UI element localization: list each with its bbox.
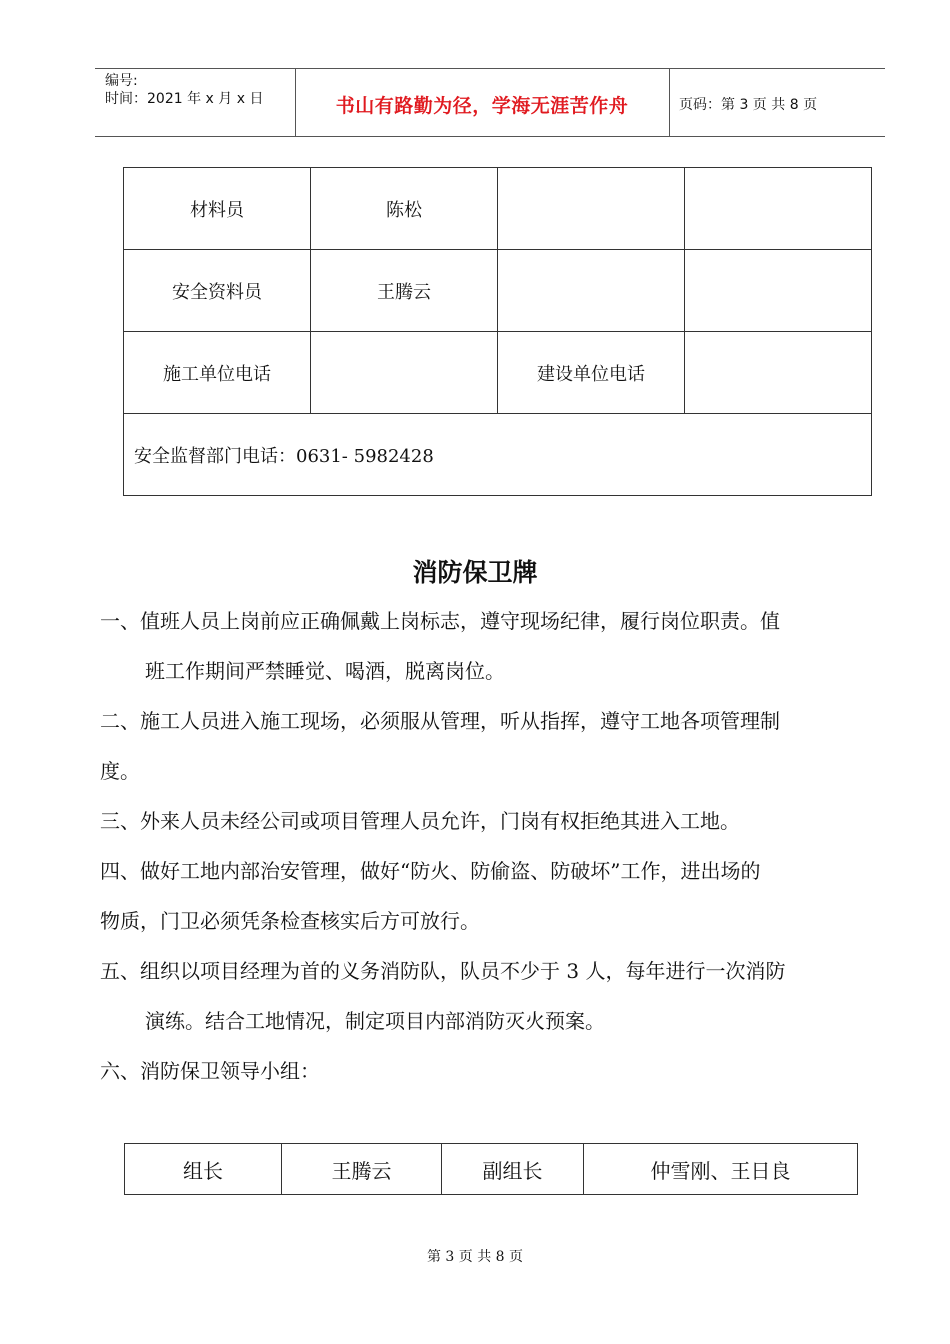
table-row (125, 1144, 858, 1195)
contact-table (123, 167, 872, 496)
rule-paragraph (100, 846, 885, 946)
table-cell (685, 168, 872, 250)
header-divider (669, 69, 670, 136)
table-cell: 王腾云 (311, 250, 498, 332)
paragraph-line: 班工作期间严禁睡觉、喝酒，脱离岗位。 (145, 659, 505, 683)
table-cell: 陈松 (311, 168, 498, 250)
table-cell (311, 332, 498, 414)
table-cell: 材料员 (124, 168, 311, 250)
table-row (124, 332, 872, 414)
rule-paragraph (100, 946, 885, 1046)
table-cell (498, 168, 685, 250)
table-cell (498, 250, 685, 332)
table-cell (685, 250, 872, 332)
date-label: 时间：2021 年 x 月 x 日 (105, 91, 264, 107)
leader-label: 组长 (125, 1144, 282, 1195)
table-row (124, 414, 872, 496)
page-header (95, 68, 885, 137)
rule-paragraph (100, 1046, 885, 1096)
paragraph-line: 六、消防保卫领导小组： (100, 1059, 320, 1083)
paragraph-line: 三、外来人员未经公司或项目管理人员允许，门岗有权拒绝其进入工地。 (100, 809, 740, 833)
paragraph-line: 演练。结合工地情况，制定项目内部消防灭火预案。 (145, 1009, 605, 1033)
paragraph-line: 物质，门卫必须凭条检查核实后方可放行。 (100, 909, 480, 933)
deputy-names: 仲雪刚、王日良 (584, 1144, 858, 1195)
table-cell: 安全资料员 (124, 250, 311, 332)
paragraph-line: 一、值班人员上岗前应正确佩戴上岗标志，遵守现场纪律，履行岗位职责。值 (100, 609, 780, 633)
page-footer: 第 3 页 共 8 页 (426, 1249, 524, 1265)
table-cell: 施工单位电话 (124, 332, 311, 414)
paragraph-line: 度。 (100, 759, 140, 783)
page-title: 消防保卫牌 (412, 558, 538, 587)
leader-name: 王腾云 (282, 1144, 442, 1195)
deputy-label: 副组长 (442, 1144, 584, 1195)
paragraph-line: 五、组织以项目经理为首的义务消防队，队员不少于 3 人，每年进行一次消防 (100, 959, 786, 983)
table-row (124, 250, 872, 332)
supervision-phone: 安全监督部门电话：0631- 5982428 (124, 414, 872, 496)
rule-paragraph (100, 796, 885, 846)
leader-table (124, 1143, 858, 1195)
rule-paragraph (100, 696, 885, 796)
table-cell: 建设单位电话 (498, 332, 685, 414)
serial-number-label: 编号: (105, 73, 138, 89)
paragraph-line: 二、施工人员进入施工现场，必须服从管理，听从指挥，遵守工地各项管理制 (100, 709, 780, 733)
header-meta (105, 72, 263, 108)
header-page-info: 页码：第 3 页 共 8 页 (679, 97, 818, 113)
paragraph-line: 四、做好工地内部治安管理，做好“防火、防偷盗、防破坏”工作，进出场的 (100, 859, 761, 883)
table-cell (685, 332, 872, 414)
table-row (124, 168, 872, 250)
rule-paragraph (100, 596, 885, 696)
header-motto: 书山有路勤为径，学海无涯苦作舟 (335, 95, 629, 117)
